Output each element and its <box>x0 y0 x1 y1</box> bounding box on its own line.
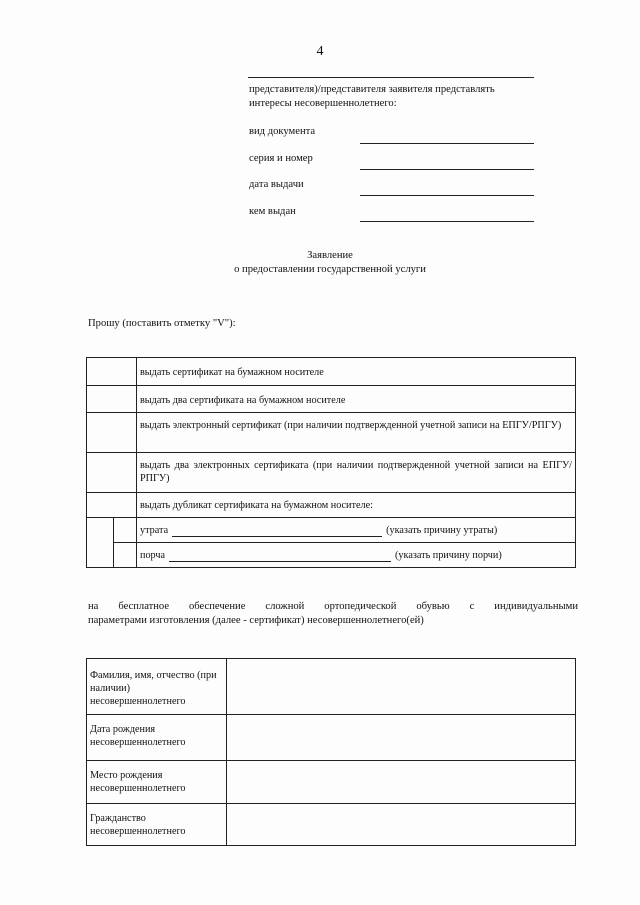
sub-options-spacer <box>87 518 114 568</box>
sub-option-checkbox[interactable] <box>114 543 137 568</box>
option-checkbox[interactable] <box>87 453 137 493</box>
issue-date-label: дата выдачи <box>249 179 304 190</box>
purpose-text-line-1: на бесплатное обеспечение сложной ортопедической обувью с индивидуальными <box>88 601 578 612</box>
option-row <box>87 453 576 493</box>
citizenship-field[interactable] <box>227 804 576 846</box>
option-checkbox[interactable] <box>87 386 137 413</box>
birth-place-label: Место рождения несовершеннолетнего <box>87 761 227 804</box>
option-row <box>87 413 576 453</box>
option-text: выдать два сертификата на бумажном носителе <box>137 386 576 413</box>
option-row <box>87 358 576 386</box>
option-row <box>87 386 576 413</box>
child-info-table <box>86 658 576 846</box>
representative-line-2: интересы несовершеннолетнего: <box>249 98 397 109</box>
issued-by-label: кем выдан <box>249 206 296 217</box>
option-checkbox[interactable] <box>87 413 137 453</box>
option-text: выдать дубликат сертификата на бумажном носителе: <box>137 493 576 518</box>
sub-option-loss <box>137 518 576 543</box>
option-text: выдать электронный сертификат (при наличии подтвержденной учетной записи на ЕПГУ/РПГУ) <box>137 413 576 453</box>
loss-reason-field[interactable] <box>172 526 382 537</box>
sub-option-label: порча <box>140 550 166 561</box>
child-info-row <box>87 659 576 715</box>
doc-series-label: серия и номер <box>249 153 313 164</box>
doc-type-field[interactable] <box>360 143 534 144</box>
issued-by-field[interactable] <box>360 221 534 222</box>
top-rule <box>248 77 534 78</box>
damage-reason-field[interactable] <box>169 551 391 562</box>
option-text: выдать два электронных сертификата (при наличии подтвержденной учетной записи на ЕПГУ/РПГУ) <box>137 453 576 493</box>
child-info-row <box>87 715 576 761</box>
sub-option-row <box>87 543 576 568</box>
birth-place-field[interactable] <box>227 761 576 804</box>
document-subtitle: о предоставлении государственной услуги <box>234 264 426 275</box>
child-info-row <box>87 804 576 846</box>
request-prompt: Прошу (поставить отметку "V"): <box>88 318 236 329</box>
option-checkbox[interactable] <box>87 358 137 386</box>
child-name-field[interactable] <box>227 659 576 715</box>
options-table <box>86 357 576 568</box>
birth-date-field[interactable] <box>227 715 576 761</box>
sub-option-checkbox[interactable] <box>114 518 137 543</box>
purpose-text-line-2: параметрами изготовления (далее - сертификат) несовершеннолетнего(ей) <box>88 615 424 626</box>
option-row <box>87 493 576 518</box>
sub-option-row <box>87 518 576 543</box>
birth-date-label: Дата рождения несовершеннолетнего <box>87 715 227 761</box>
sub-option-hint: (указать причину утраты) <box>386 525 498 536</box>
issue-date-field[interactable] <box>360 195 534 196</box>
sub-option-damage <box>137 543 576 568</box>
child-info-row <box>87 761 576 804</box>
citizenship-label: Гражданство несовершеннолетнего <box>87 804 227 846</box>
doc-type-label: вид документа <box>249 126 316 137</box>
sub-option-hint: (указать причину порчи) <box>395 550 502 561</box>
child-name-label: Фамилия, имя, отчество (при наличии) несовершеннолетнего <box>87 659 227 715</box>
sub-option-label: утрата <box>140 525 169 536</box>
representative-line-1: представителя)/представителя заявителя представлять <box>249 84 495 95</box>
doc-series-field[interactable] <box>360 169 534 170</box>
document-title: Заявление <box>307 250 353 261</box>
option-text: выдать сертификат на бумажном носителе <box>137 358 576 386</box>
page-number: 4 <box>316 44 324 59</box>
option-checkbox[interactable] <box>87 493 137 518</box>
